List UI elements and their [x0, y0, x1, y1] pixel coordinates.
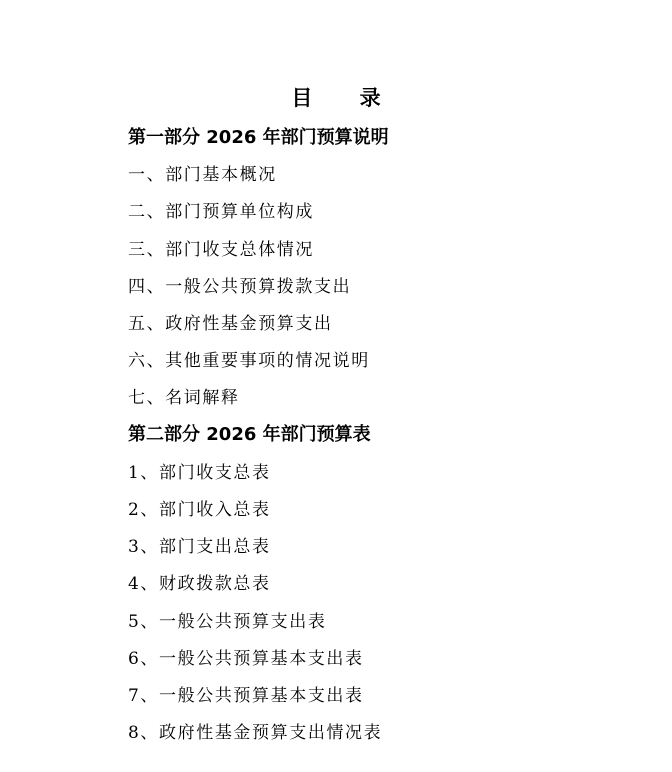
- toc-item: 一、部门基本概况: [128, 165, 277, 186]
- section-heading-part1: 第一部分 2026 年部门预算说明: [128, 126, 389, 148]
- toc-item: 七、名词解释: [128, 388, 240, 409]
- toc-item: 7、一般公共预算基本支出表: [128, 685, 364, 706]
- toc-item: 六、其他重要事项的情况说明: [128, 351, 370, 372]
- toc-item: 6、一般公共预算基本支出表: [128, 648, 364, 669]
- section-heading-part2: 第二部分 2026 年部门预算表: [128, 424, 371, 446]
- page-title: 目 录: [291, 86, 401, 110]
- toc-item: 3、部门支出总表: [128, 537, 271, 558]
- toc-item: 4、财政拨款总表: [128, 574, 271, 595]
- toc-item: 5、一般公共预算支出表: [128, 611, 327, 632]
- toc-item: 二、部门预算单位构成: [128, 202, 314, 223]
- toc-item: 1、部门收支总表: [128, 462, 271, 483]
- toc-item: 四、一般公共预算拨款支出: [128, 276, 352, 297]
- toc-item: 2、部门收入总表: [128, 499, 271, 520]
- toc-item: 五、政府性基金预算支出: [128, 314, 333, 335]
- table-of-contents: [128, 117, 648, 749]
- toc-item: 8、政府性基金预算支出情况表: [128, 723, 383, 744]
- toc-item: 三、部门收支总体情况: [128, 239, 314, 260]
